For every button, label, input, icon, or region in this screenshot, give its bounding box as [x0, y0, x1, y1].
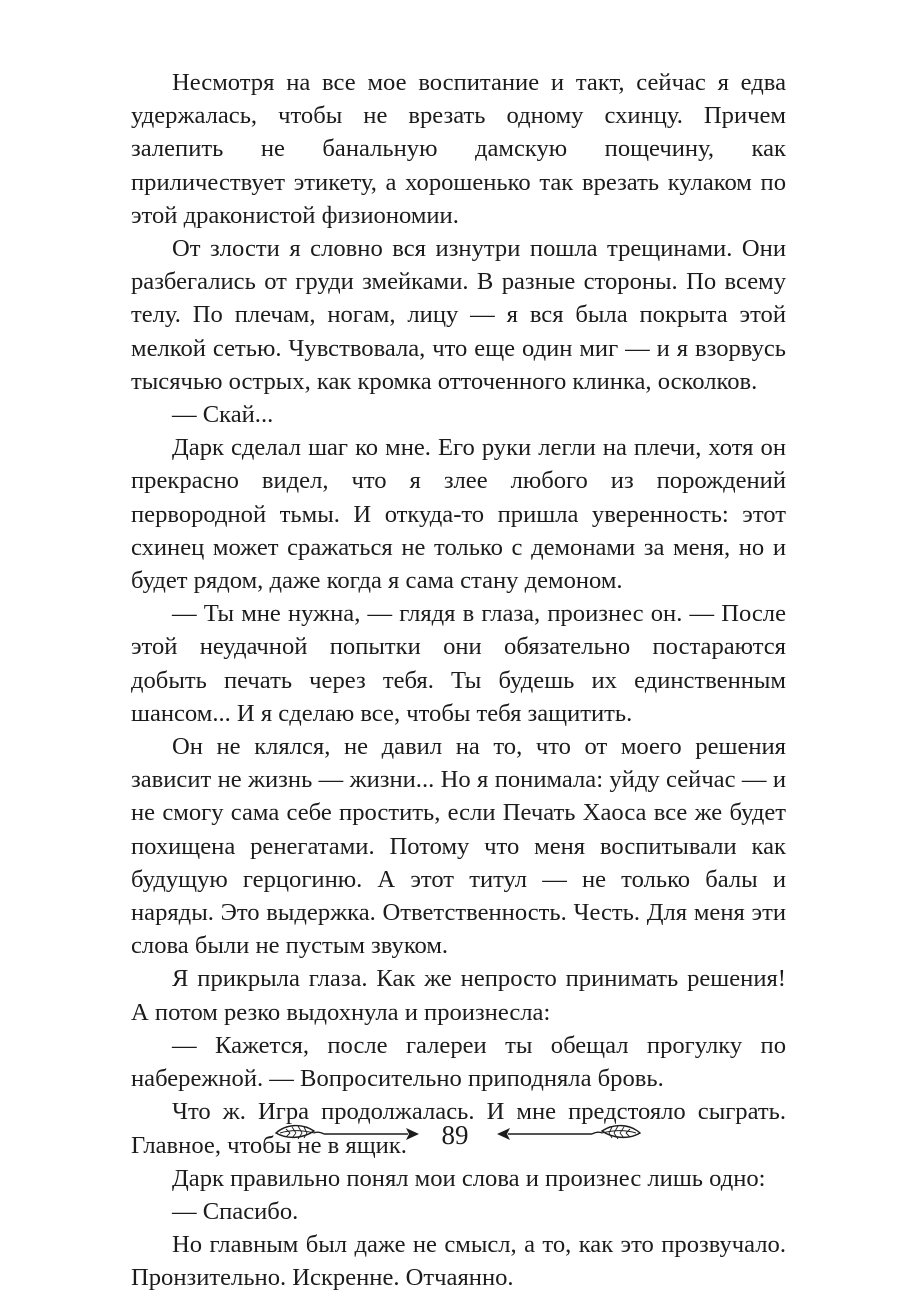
- paragraph-12: Но главным был даже не смысл, а то, как это прозвучало. Пронзительно. Искренне. Отчаянно.: [131, 1231, 786, 1292]
- paragraph-8: — Кажется, после галереи ты обещал прогулку по набережной. — Вопросительно приподняла бровь.: [131, 1031, 786, 1093]
- paragraph-7: Я прикрыла глаза. Как же непросто принимать решения! А потом резко выдохнула и произнесла:: [131, 965, 786, 1026]
- paragraph-2: От злости я словно вся изнутри пошла трещинами. Они разбегались от груди змейками. В разные стороны. По всему телу. По плечам, ногам, лицу — я вся была покрыта этой мелкой сетью. Чувствовала, что еще один миг — и я взорвусь тысячью острых, как кромка отточенного клинка, осколков.: [131, 235, 786, 395]
- page-footer: [0, 1113, 900, 1163]
- feather-arrow-left-ornament-icon: [272, 1113, 422, 1153]
- paragraph-3: — Скай...: [172, 401, 274, 429]
- paragraph-9: Что ж. Игра продолжалась. И мне предстояло сыграть. Главное, чтобы не в ящик.: [131, 1098, 786, 1159]
- page-number: 89: [441, 1120, 469, 1150]
- paragraph-11: — Спасибо.: [172, 1197, 299, 1225]
- page-body-text: [131, 66, 786, 1295]
- paragraph-10: Дарк правильно понял мои слова и произнес лишь одно:: [172, 1164, 766, 1192]
- paragraph-1: Несмотря на все мое воспитание и такт, сейчас я едва удержалась, чтобы не врезать одному схинцу. Причем залепить не банальную дамскую пощечину, как приличествует этикету, а хорошенько так врезать кулаком по этой драконистой физиономии.: [131, 69, 786, 229]
- paragraph-6: Он не клялся, не давил на то, что от моего решения зависит не жизнь — жизни... Но я понимала: уйду сейчас — и не смогу сама себе простить, если Печать Хаоса все же будет похищена ренегатами. Потому что меня воспитывали как будущую герцогиню. А этот титул — не только балы и наряды. Это выдержка. Ответственность. Честь. Для меня эти слова были не пустым звуком.: [131, 733, 786, 960]
- feather-arrow-right-ornament-icon: [494, 1113, 644, 1153]
- paragraph-5: — Ты мне нужна, — глядя в глаза, произнес он. — После этой неудачной попытки они обязательно постараются добыть печать через тебя. Ты будешь их единственным шансом... И я сделаю все, чтобы тебя защитить.: [131, 600, 786, 727]
- paragraph-4: Дарк сделал шаг ко мне. Его руки легли на плечи, хотя он прекрасно видел, что я злее любого из порождений первородной тьмы. И откуда-то пришла уверенность: этот схинец может сражаться не только с демонами за меня, но и будет рядом, даже когда я сама стану демоном.: [131, 434, 786, 595]
